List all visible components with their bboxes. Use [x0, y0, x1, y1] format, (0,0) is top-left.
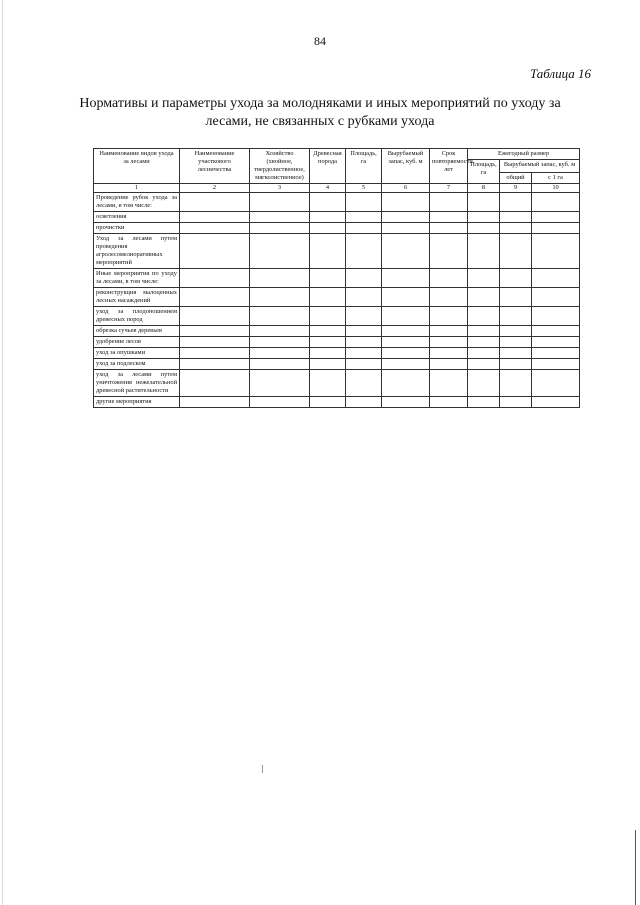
empty-cell: [310, 234, 346, 269]
table-row: [94, 307, 580, 326]
header-species: Древесная порода: [310, 149, 346, 184]
table-row: [94, 397, 580, 408]
empty-cell: [310, 337, 346, 348]
empty-cell: [180, 234, 250, 269]
empty-cell: [346, 348, 382, 359]
empty-cell: [500, 370, 532, 397]
empty-cell: [500, 269, 532, 288]
empty-cell: [250, 337, 310, 348]
empty-cell: [180, 307, 250, 326]
empty-cell: [532, 337, 580, 348]
empty-cell: [500, 307, 532, 326]
empty-cell: [468, 326, 500, 337]
empty-cell: [468, 370, 500, 397]
table-row: [94, 288, 580, 307]
table-row: [94, 212, 580, 223]
table-row: [94, 193, 580, 212]
empty-cell: [532, 348, 580, 359]
empty-cell: [532, 223, 580, 234]
empty-cell: [180, 212, 250, 223]
column-number: 9: [500, 184, 532, 193]
empty-cell: [468, 212, 500, 223]
empty-cell: [382, 212, 430, 223]
header-type: Наименование видов ухода за лесами: [94, 149, 180, 184]
header-annual-area: Площадь, га: [468, 160, 500, 184]
empty-cell: [532, 326, 580, 337]
empty-cell: [532, 397, 580, 408]
column-number: 3: [250, 184, 310, 193]
empty-cell: [430, 193, 468, 212]
column-number: 7: [430, 184, 468, 193]
empty-cell: [346, 359, 382, 370]
row-label: Иные мероприятия по уходу за лесами, в том числе:: [94, 269, 180, 288]
empty-cell: [346, 337, 382, 348]
empty-cell: [500, 348, 532, 359]
empty-cell: [346, 212, 382, 223]
header-economy: Хозяйство (хвойное, твердолиственное, мягколиственное): [250, 149, 310, 184]
empty-cell: [250, 288, 310, 307]
empty-cell: [310, 193, 346, 212]
table-row: [94, 326, 580, 337]
table-row: [94, 337, 580, 348]
empty-cell: [180, 223, 250, 234]
header-stock: Вырубаемый запас, куб. м: [382, 149, 430, 184]
row-label: уход за плодоношением древесных пород: [94, 307, 180, 326]
empty-cell: [382, 348, 430, 359]
empty-cell: [310, 269, 346, 288]
empty-cell: [382, 337, 430, 348]
empty-cell: [310, 223, 346, 234]
header-forestry: Наименование участкового лесничества: [180, 149, 250, 184]
empty-cell: [310, 307, 346, 326]
empty-cell: [382, 359, 430, 370]
empty-cell: [310, 359, 346, 370]
empty-cell: [430, 397, 468, 408]
empty-cell: [468, 359, 500, 370]
norms-table: [93, 148, 580, 408]
scan-speck: [262, 765, 263, 773]
table-label: Таблица 16: [529, 66, 591, 81]
empty-cell: [382, 397, 430, 408]
row-label: реконструкция малоценных лесных насаждений: [94, 288, 180, 307]
empty-cell: [500, 397, 532, 408]
empty-cell: [532, 370, 580, 397]
empty-cell: [532, 359, 580, 370]
empty-cell: [180, 397, 250, 408]
empty-cell: [500, 223, 532, 234]
empty-cell: [310, 212, 346, 223]
row-label: уход за лесами путем уничтожения нежелательной древесной растительности: [94, 370, 180, 397]
empty-cell: [532, 234, 580, 269]
header-annual-stock-per-ha: с 1 га: [532, 173, 580, 184]
empty-cell: [468, 223, 500, 234]
empty-cell: [346, 307, 382, 326]
empty-cell: [250, 326, 310, 337]
empty-cell: [382, 326, 430, 337]
empty-cell: [250, 212, 310, 223]
empty-cell: [500, 212, 532, 223]
empty-cell: [468, 288, 500, 307]
empty-cell: [468, 397, 500, 408]
column-number: 8: [468, 184, 500, 193]
header-area: Площадь, га: [346, 149, 382, 184]
empty-cell: [250, 269, 310, 288]
page-number: 84: [314, 34, 326, 48]
empty-cell: [346, 269, 382, 288]
empty-cell: [468, 269, 500, 288]
empty-cell: [532, 307, 580, 326]
empty-cell: [382, 370, 430, 397]
table-row: [94, 234, 580, 269]
empty-cell: [430, 348, 468, 359]
empty-cell: [346, 288, 382, 307]
empty-cell: [180, 193, 250, 212]
empty-cell: [310, 288, 346, 307]
empty-cell: [382, 193, 430, 212]
empty-cell: [250, 223, 310, 234]
empty-cell: [532, 288, 580, 307]
empty-cell: [468, 234, 500, 269]
empty-cell: [500, 234, 532, 269]
empty-cell: [532, 193, 580, 212]
empty-cell: [382, 307, 430, 326]
empty-cell: [430, 234, 468, 269]
column-number: 2: [180, 184, 250, 193]
empty-cell: [346, 223, 382, 234]
row-label: Уход за лесами путем проведения агролесомелиоративных мероприятий: [94, 234, 180, 269]
empty-cell: [468, 307, 500, 326]
empty-cell: [382, 223, 430, 234]
empty-cell: [310, 397, 346, 408]
empty-cell: [346, 326, 382, 337]
empty-cell: [382, 234, 430, 269]
empty-cell: [180, 348, 250, 359]
page-title: Нормативы и параметры ухода за молодняками и иных мероприятий по уходу за лесами, не связанных с рубками ухода: [79, 96, 561, 129]
column-number: 6: [382, 184, 430, 193]
empty-cell: [346, 397, 382, 408]
empty-cell: [180, 370, 250, 397]
empty-cell: [430, 223, 468, 234]
empty-cell: [250, 307, 310, 326]
table-row: [94, 269, 580, 288]
empty-cell: [430, 326, 468, 337]
column-number: 4: [310, 184, 346, 193]
header-repeat: Срок повторяемости, лет: [430, 149, 468, 184]
column-number: 5: [346, 184, 382, 193]
empty-cell: [180, 269, 250, 288]
empty-cell: [532, 269, 580, 288]
empty-cell: [180, 359, 250, 370]
empty-cell: [250, 348, 310, 359]
row-label: обрезка сучьев деревьев: [94, 326, 180, 337]
row-label: уход за опушками: [94, 348, 180, 359]
header-annual-stock-total: общий: [500, 173, 532, 184]
empty-cell: [382, 288, 430, 307]
empty-cell: [310, 326, 346, 337]
empty-cell: [468, 348, 500, 359]
empty-cell: [250, 397, 310, 408]
empty-cell: [430, 359, 468, 370]
empty-cell: [250, 359, 310, 370]
empty-cell: [468, 193, 500, 212]
row-label: Проведение рубок ухода за лесами, в том числе:: [94, 193, 180, 212]
empty-cell: [382, 269, 430, 288]
empty-cell: [468, 337, 500, 348]
empty-cell: [180, 326, 250, 337]
empty-cell: [430, 288, 468, 307]
scan-edge-left: [2, 0, 3, 905]
column-number-row: [94, 184, 580, 193]
empty-cell: [180, 337, 250, 348]
empty-cell: [310, 370, 346, 397]
empty-cell: [346, 370, 382, 397]
empty-cell: [180, 288, 250, 307]
table-row: [94, 370, 580, 397]
scan-edge-right: [635, 830, 636, 905]
empty-cell: [430, 370, 468, 397]
table-row: [94, 348, 580, 359]
empty-cell: [532, 212, 580, 223]
empty-cell: [250, 370, 310, 397]
row-label: другие мероприятия: [94, 397, 180, 408]
empty-cell: [430, 337, 468, 348]
empty-cell: [346, 234, 382, 269]
empty-cell: [500, 288, 532, 307]
empty-cell: [500, 326, 532, 337]
header-annual: Ежегодный размер: [468, 149, 580, 160]
column-number: 10: [532, 184, 580, 193]
row-label: уход за подлеском: [94, 359, 180, 370]
empty-cell: [500, 359, 532, 370]
table-row: [94, 359, 580, 370]
empty-cell: [346, 193, 382, 212]
empty-cell: [250, 193, 310, 212]
header-annual-stock: Вырубаемый запас, куб. м: [500, 160, 580, 173]
column-number: 1: [94, 184, 180, 193]
empty-cell: [310, 348, 346, 359]
row-label: прочистки: [94, 223, 180, 234]
empty-cell: [500, 193, 532, 212]
row-label: удобрение лесов: [94, 337, 180, 348]
row-label: осветления: [94, 212, 180, 223]
empty-cell: [430, 269, 468, 288]
table-row: [94, 223, 580, 234]
empty-cell: [430, 307, 468, 326]
empty-cell: [250, 234, 310, 269]
empty-cell: [430, 212, 468, 223]
empty-cell: [500, 337, 532, 348]
